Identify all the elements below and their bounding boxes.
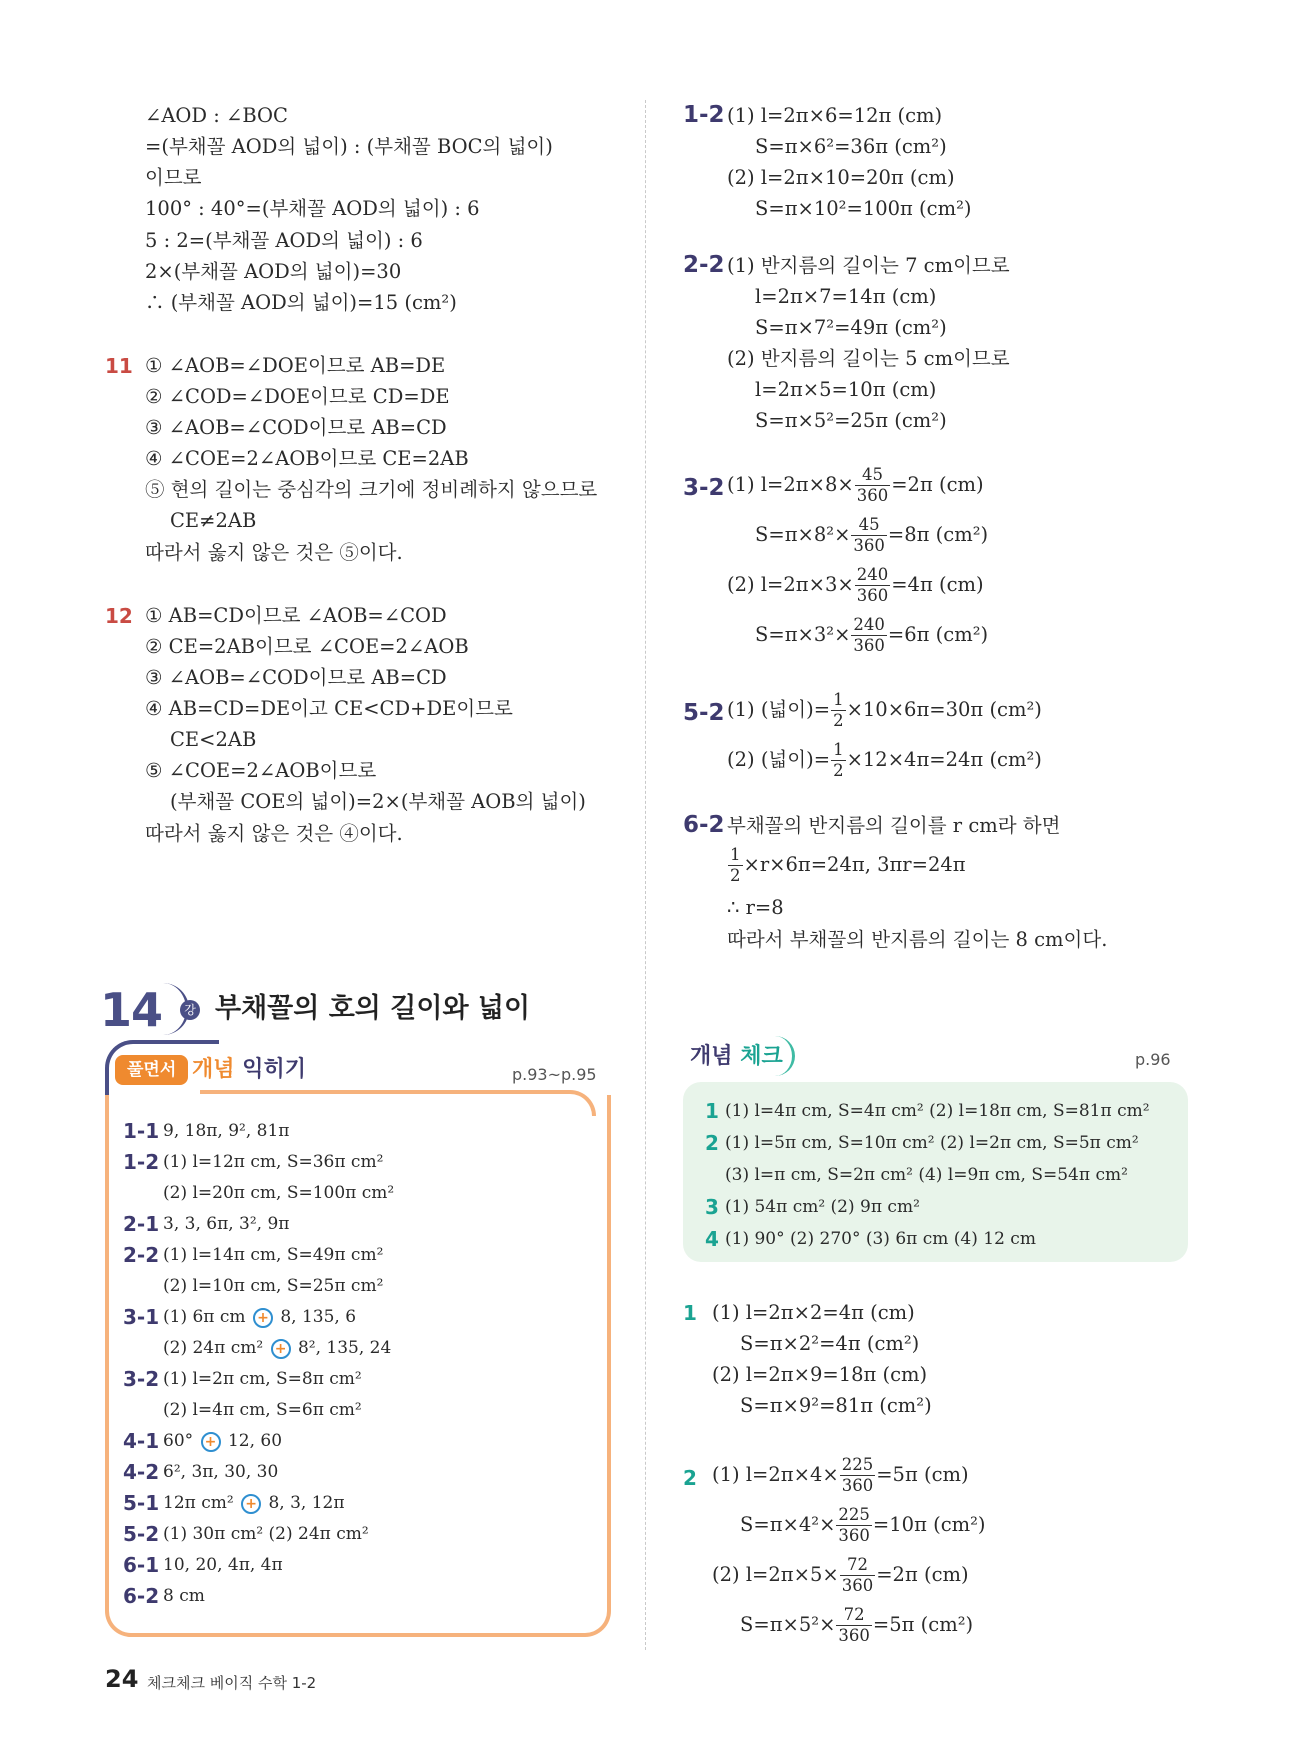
section-badge: 강 [180, 1000, 200, 1020]
text-line: ∴ r=8 [727, 896, 784, 919]
item-text [163, 1490, 345, 1516]
text-line: 따라서 옳지 않은 것은 ⑤이다. [145, 541, 403, 564]
answer-number: 2 [683, 1466, 697, 1490]
item-text: (1) l=2π cm, S=8π cm² [163, 1369, 362, 1389]
item-number: 5-1 [123, 1491, 160, 1515]
text-line: (부채꼴 COE의 넓이)=2×(부채꼴 AOB의 넓이) [170, 790, 586, 813]
text-line: 따라서 옳지 않은 것은 ④이다. [145, 822, 403, 845]
text-line: (2) l=2π×9=18π (cm) [712, 1363, 928, 1386]
item-text: 8 cm [163, 1586, 205, 1606]
item-text [163, 1428, 282, 1454]
check-title: 개념 체크 [690, 1044, 783, 1069]
fraction-line: S=π×5²× $\frac{72}{360}$ =5π (cm²) [740, 1605, 974, 1645]
check-number: 4 [705, 1227, 719, 1251]
text-line: ① AB=CD이므로 ∠AOB=∠COD [145, 604, 447, 627]
book-title: 체크체크 베이직 수학 1-2 [147, 1674, 317, 1692]
text-line: l=2π×5=10π (cm) [755, 378, 937, 401]
fraction-line: (2) (넓이)= $\frac{1}{2}$ ×12×4π=24π (cm²) [727, 740, 1042, 780]
check-text: (3) l=π cm, S=2π cm² (4) l=9π cm, S=54π cm² [725, 1165, 1128, 1185]
page-range: p.93~p.95 [512, 1065, 597, 1084]
box-title-b: 익히기 [242, 1057, 306, 1082]
text-line: S=π×7²=49π (cm²) [755, 316, 947, 339]
answer-number: 5-2 [683, 700, 725, 726]
text-line: 5 : 2=(부채꼴 AOD의 넓이) : 6 [145, 229, 423, 252]
text-line: ∴ (부채꼴 AOD의 넓이)=15 (cm²) [145, 291, 457, 314]
text-line: (1) l=2π×2=4π (cm) [712, 1301, 915, 1324]
plus-icon: + [253, 1308, 273, 1328]
item-text [163, 1335, 391, 1361]
text-line: l=2π×7=14π (cm) [755, 285, 937, 308]
item-number: 6-1 [123, 1553, 160, 1577]
item-text: (1) l=12π cm, S=36π cm² [163, 1152, 384, 1172]
text-line: (2) l=2π×10=20π (cm) [727, 166, 955, 189]
text-line: CE≠2AB [170, 509, 257, 532]
text-line: ④ AB=CD=DE이고 CE<CD+DE이므로 [145, 697, 513, 720]
item-number: 1-2 [123, 1150, 160, 1174]
item-number: 1-1 [123, 1119, 160, 1143]
answer-number: 1 [683, 1301, 697, 1325]
column-divider [645, 100, 646, 1650]
text-line: 100° : 40°=(부채꼴 AOD의 넓이) : 6 [145, 197, 480, 220]
box-title [192, 1053, 306, 1087]
item-text-a: (2) 24π cm² [163, 1338, 264, 1358]
box-title-a: 개념 [192, 1057, 235, 1082]
section-number: 14 [100, 983, 163, 1037]
item-text: (1) l=14π cm, S=49π cm² [163, 1245, 384, 1265]
item-text-b: 8, 3, 12π [268, 1493, 345, 1513]
text-line: S=π×2²=4π (cm²) [740, 1332, 920, 1355]
item-text: 10, 20, 4π, 4π [163, 1555, 283, 1575]
fraction-line: $\frac{1}{2}$ ×r×6π=24π, 3πr=24π [730, 845, 966, 885]
fraction-line: S=π×3²× $\frac{240}{360}$ =6π (cm²) [755, 615, 989, 655]
plus-icon: + [201, 1432, 221, 1452]
text-line: (1) 반지름의 길이는 7 cm이므로 [727, 254, 1010, 277]
check-text: (1) l=4π cm, S=4π cm² (2) l=18π cm, S=81π cm² [725, 1101, 1150, 1121]
check-bracket [770, 1036, 795, 1076]
answer-number: 2-2 [683, 252, 725, 278]
check-number: 2 [705, 1131, 719, 1155]
text-line: 부채꼴의 반지름의 길이를 r cm라 하면 [727, 814, 1061, 837]
question-number: 11 [105, 354, 133, 378]
text-line: S=π×9²=81π (cm²) [740, 1394, 932, 1417]
item-text: (2) l=4π cm, S=6π cm² [163, 1400, 362, 1420]
text-line: ④ ∠COE=2∠AOB이므로 CE=2AB [145, 447, 469, 470]
section-title: 부채꼴의 호의 길이와 넓이 [215, 993, 531, 1024]
item-number: 5-2 [123, 1522, 160, 1546]
item-text-b: 8², 135, 24 [297, 1338, 392, 1358]
item-text-b: 8, 135, 6 [280, 1307, 357, 1327]
item-text [163, 1304, 356, 1330]
text-line: 따라서 부채꼴의 반지름의 길이는 8 cm이다. [727, 928, 1108, 951]
text-line: (2) 반지름의 길이는 5 cm이므로 [727, 347, 1010, 370]
check-text: (1) 90° (2) 270° (3) 6π cm (4) 12 cm [725, 1229, 1036, 1249]
item-text: (1) 30π cm² (2) 24π cm² [163, 1524, 369, 1544]
answer-number: 6-2 [683, 812, 725, 838]
text-line: 이므로 [145, 166, 202, 189]
page-number: 24 [105, 1665, 139, 1693]
check-page: p.96 [1135, 1050, 1171, 1069]
text-line: ∠AOD : ∠BOC [145, 104, 288, 127]
text-line: S=π×6²=36π (cm²) [755, 135, 947, 158]
text-line: 2×(부채꼴 AOD의 넓이)=30 [145, 260, 402, 283]
text-line: ③ ∠AOB=∠COD이므로 AB=CD [145, 666, 447, 689]
item-number: 3-2 [123, 1367, 160, 1391]
text-line: S=π×10²=100π (cm²) [755, 197, 972, 220]
text-line: ③ ∠AOB=∠COD이므로 AB=CD [145, 416, 447, 439]
check-text: (1) 54π cm² (2) 9π cm² [725, 1197, 920, 1217]
item-text: 9, 18π, 9², 81π [163, 1121, 290, 1141]
text-line: S=π×5²=25π (cm²) [755, 409, 947, 432]
fraction-line: (1) l=2π×8× $\frac{45}{360}$ =2π (cm) [727, 465, 984, 505]
box-pill: 풀면서 [115, 1055, 188, 1085]
fraction-line: (1) (넓이)= $\frac{1}{2}$ ×10×6π=30π (cm²) [727, 690, 1042, 730]
item-text: 3, 3, 6π, 3², 9π [163, 1214, 290, 1234]
fraction-line: S=π×8²× $\frac{45}{360}$ =8π (cm²) [755, 515, 989, 555]
item-number: 3-1 [123, 1305, 160, 1329]
plus-icon: + [271, 1339, 291, 1359]
fraction-line: (2) l=2π×3× $\frac{240}{360}$ =4π (cm) [727, 565, 984, 605]
question-number: 12 [105, 604, 133, 628]
item-text: (2) l=20π cm, S=100π cm² [163, 1183, 395, 1203]
text-line: ⑤ 현의 길이는 중심각의 크기에 정비례하지 않으므로 [145, 478, 598, 501]
item-text-a: 60° [163, 1431, 194, 1451]
item-number: 2-2 [123, 1243, 160, 1267]
text-line: (1) l=2π×6=12π (cm) [727, 104, 943, 127]
text-line: =(부채꼴 AOD의 넓이) : (부채꼴 BOC의 넓이) [145, 135, 553, 158]
item-number: 4-1 [123, 1429, 160, 1453]
item-number: 2-1 [123, 1212, 160, 1236]
item-text: (2) l=10π cm, S=25π cm² [163, 1276, 384, 1296]
check-number: 1 [705, 1099, 719, 1123]
item-text-a: 12π cm² [163, 1493, 234, 1513]
answer-number: 3-2 [683, 475, 725, 501]
text-line: ② CE=2AB이므로 ∠COE=2∠AOB [145, 635, 469, 658]
text-line: CE<2AB [170, 728, 257, 751]
text-line: ② ∠COD=∠DOE이므로 CD=DE [145, 385, 450, 408]
fraction-line: (2) l=2π×5× $\frac{72}{360}$ =2π (cm) [712, 1555, 969, 1595]
fraction-line: S=π×4²× $\frac{225}{360}$ =10π (cm²) [740, 1505, 986, 1545]
item-text-b: 12, 60 [227, 1431, 283, 1451]
item-number: 6-2 [123, 1584, 160, 1608]
answer-number: 1-2 [683, 102, 725, 128]
fraction-line: (1) l=2π×4× $\frac{225}{360}$ =5π (cm) [712, 1455, 969, 1495]
item-text: 6², 3π, 30, 30 [163, 1462, 279, 1482]
item-number: 4-2 [123, 1460, 160, 1484]
check-number: 3 [705, 1195, 719, 1219]
text-line: ① ∠AOB=∠DOE이므로 AB=DE [145, 354, 446, 377]
plus-icon: + [241, 1494, 261, 1514]
text-line: ⑤ ∠COE=2∠AOB이므로 [145, 759, 377, 782]
item-text-a: (1) 6π cm [163, 1307, 246, 1327]
check-text: (1) l=5π cm, S=10π cm² (2) l=2π cm, S=5π cm² [725, 1133, 1139, 1153]
